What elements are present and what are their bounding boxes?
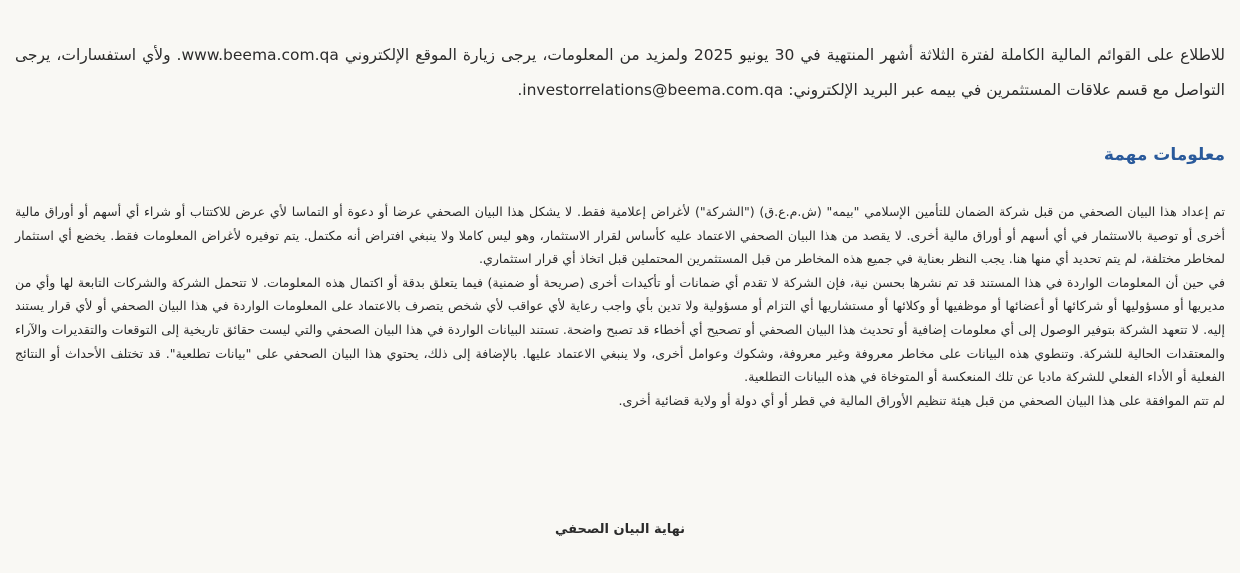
important-info-body (15, 200, 1225, 412)
disclaimer-paragraph-2: في حين أن المعلومات الواردة في هذا المستند قد تم نشرها بحسن نية، فإن الشركة لا تقدم أي ضمانات أو تأكيدات أخرى (صريحة أو ضمنية) فيما يتعلق بدقة أو اكتمال هذه المعلومات. لا تتحمل الشركة والشركات التابعة لها وأي من مديريها أو مسؤوليها أو شركائها أو أعضائها أو موظفيها أو وكلائها أو مستشاريها أي التزام أو مسؤولية ولا تدين بأي واجب رعاية لأي عواقب لأي شخص يتصرف بالاعتماد على المعلومات الواردة في هذا البيان الصحفي أو لأي قرار يستند إليه. لا تتعهد الشركة بتوفير الوصول إلى أي معلومات إضافية أو تحديث هذا البيان الصحفي أو تصحيح أي أخطاء قد تصبح واضحة. تستند البيانات الواردة في هذا البيان الصحفي والتي ليست حقائق تاريخية إلى التوقعات والتقديرات والآراء والمعتقدات الحالية للشركة. وتنطوي هذه البيانات على مخاطر معروفة وغير معروفة، وشكوك وعوامل أخرى، ولا ينبغي الاعتماد عليها. بالإضافة إلى ذلك، يحتوي هذا البيان الصحفي على "بيانات تطلعية". قد تختلف الأحداث أو النتائج الفعلية أو الأداء الفعلي للشركة ماديا عن تلك المنعكسة أو المتوخاة في هذه البيانات التطلعية. (15, 274, 1225, 385)
disclaimer-paragraph-1: تم إعداد هذا البيان الصحفي من قبل شركة الضمان للتأمين الإسلامي "بيمه" (ش.م.ع.ق) ("الشركة") لأغراض إعلامية فقط. لا يشكل هذا البيان الصحفي عرضا أو دعوة أو التماسا لأي عرض للاكتتاب أو شراء أي أسهم أو أوراق مالية أخرى أو توصية بالاستثمار في أي أسهم أو أوراق مالية أخرى. لا يقصد من هذا البيان الصحفي الاعتماد عليه كأساس لقرار الاستثمار، وهو ليس كاملا ولا ينبغي افتراض أنه مكتمل. يتم توفيره لأغراض المعلومات فقط. يخضع أي استثمار لمخاطر مختلفة، لم يتم تحديد أي منها هنا. يجب النظر بعناية في جميع هذه المخاطر من قبل المستثمرين المحتملين قبل اتخاذ أي قرار استثماري. (15, 204, 1225, 267)
important-info-heading: معلومات مهمة (1103, 145, 1225, 165)
intro-paragraph: للاطلاع على القوائم المالية الكاملة لفترة الثلاثة أشهر المنتهية في 30 يونيو 2025 ولمزيد من المعلومات، يرجى زيارة الموقع الإلكتروني www.beema.com.qa. ولأي استفسارات، يرجى التواصل مع قسم علاقات المستثمرين في بيمه عبر البريد الإلكتروني: investorrelations@beema.com.qa. (15, 46, 1225, 99)
disclaimer-paragraph-3: لم تتم الموافقة على هذا البيان الصحفي من قبل هيئة تنظيم الأوراق المالية في قطر أو أي دولة أو ولاية قضائية أخرى. (618, 392, 1225, 408)
end-of-press-release: نهاية البيان الصحفي (554, 522, 686, 537)
